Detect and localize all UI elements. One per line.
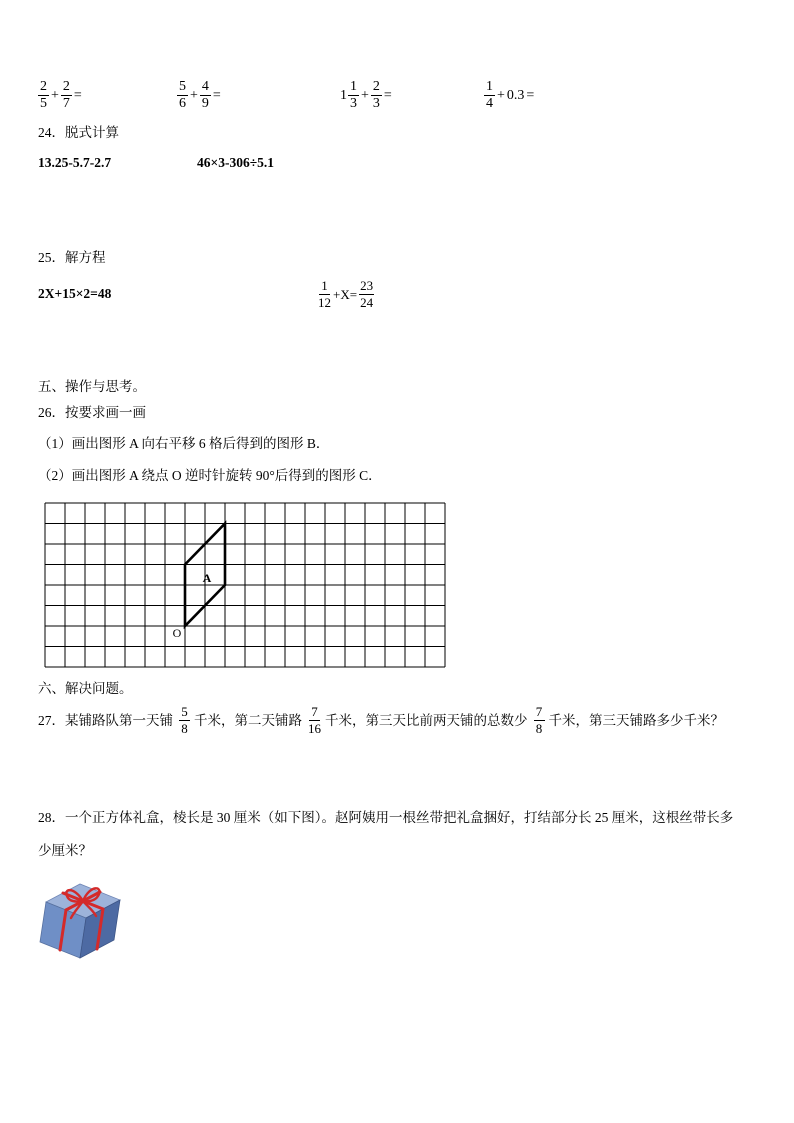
decimal-value: 0.3 xyxy=(506,87,525,103)
plus-sign: + xyxy=(51,87,59,103)
q24-expression-2: 46×3-306÷5.1 xyxy=(197,155,274,170)
numerator: 7 xyxy=(534,704,545,721)
q26-task-2: （2）画出图形 A 绕点 O 逆时针旋转 90°后得到的图形 C． xyxy=(38,468,382,483)
q27-question xyxy=(38,704,724,737)
calc-expression-1 xyxy=(38,79,84,112)
plus-sign: + xyxy=(497,87,505,103)
equals-sign: = xyxy=(383,87,392,103)
numerator: 1 xyxy=(350,79,357,94)
calc-expression-4 xyxy=(484,79,536,112)
denominator: 12 xyxy=(318,295,331,310)
mixed-number-whole: 1 xyxy=(340,87,347,103)
numerator: 23 xyxy=(360,278,374,293)
fraction xyxy=(359,278,374,311)
q27-text-4: 千米，第三天铺路多少千米？ xyxy=(548,712,724,728)
numerator: 2 xyxy=(62,79,70,94)
point-o-label: O xyxy=(172,626,182,640)
fraction xyxy=(179,704,190,737)
denominator: 3 xyxy=(350,96,357,111)
numerator: 7 xyxy=(309,704,320,721)
gift-box-image xyxy=(38,872,124,964)
fraction xyxy=(200,79,211,112)
equals-sign: = xyxy=(212,87,221,103)
denominator: 16 xyxy=(308,721,321,736)
q27-text-1: 27．某铺路队第一天铺 xyxy=(38,712,173,728)
q28-text-line-1: 28．一个正方体礼盒，棱长是 30 厘米（如下图）。赵阿姨用一根丝带把礼盒捆好，打结部分长 25 厘米，这根丝带长多 xyxy=(38,810,734,825)
grid-lines xyxy=(45,503,445,667)
calc-expression-2 xyxy=(177,79,223,112)
q25-equation-1: 2X+15×2=48 xyxy=(38,286,112,301)
fraction xyxy=(484,79,495,112)
q27-text-3: 千米，第三天比前两天铺的总数少 xyxy=(325,712,528,728)
denominator: 8 xyxy=(181,721,188,736)
q25-equation-2 xyxy=(318,278,374,311)
denominator: 6 xyxy=(179,96,186,111)
equation-middle: +X= xyxy=(333,286,358,302)
denominator: 8 xyxy=(535,721,543,736)
denominator: 7 xyxy=(62,96,70,111)
equals-sign: = xyxy=(73,87,82,103)
q28-text-line-2: 少厘米？ xyxy=(38,843,92,858)
fraction xyxy=(308,704,321,737)
numerator: 2 xyxy=(40,79,47,94)
numerator: 2 xyxy=(372,79,380,94)
q26-title: 26．按要求画一画 xyxy=(38,405,146,420)
denominator: 5 xyxy=(40,96,47,111)
q25-title: 25．解方程 xyxy=(38,250,106,265)
plus-sign: + xyxy=(190,87,198,103)
fraction xyxy=(348,79,359,112)
fraction xyxy=(61,79,72,112)
section-5-heading: 五、操作与思考。 xyxy=(38,379,146,394)
calc-expression-3 xyxy=(340,79,394,112)
numerator: 1 xyxy=(486,79,493,94)
numerator: 5 xyxy=(179,79,186,94)
denominator: 4 xyxy=(486,96,493,111)
equals-sign: = xyxy=(526,87,535,103)
numerator: 5 xyxy=(179,704,190,721)
fraction xyxy=(534,704,545,737)
shape-a-label: A xyxy=(202,571,212,585)
square-grid xyxy=(44,502,447,669)
denominator: 3 xyxy=(372,96,380,111)
q27-text-2: 千米，第二天铺路 xyxy=(194,712,302,728)
q24-expression-1: 13.25-5.7-2.7 xyxy=(38,155,112,170)
numerator: 4 xyxy=(201,79,209,94)
numerator: 1 xyxy=(319,278,330,295)
section-6-heading: 六、解决问题。 xyxy=(38,681,133,696)
fraction xyxy=(177,79,188,112)
plus-sign: + xyxy=(361,87,369,103)
q24-title: 24．脱式计算 xyxy=(38,125,119,140)
fraction xyxy=(318,278,331,311)
q26-task-1: （1）画出图形 A 向右平移 6 格后得到的图形 B． xyxy=(38,436,330,451)
fraction xyxy=(371,79,382,112)
denominator: 24 xyxy=(360,295,374,310)
denominator: 9 xyxy=(201,96,209,111)
fraction xyxy=(38,79,49,112)
